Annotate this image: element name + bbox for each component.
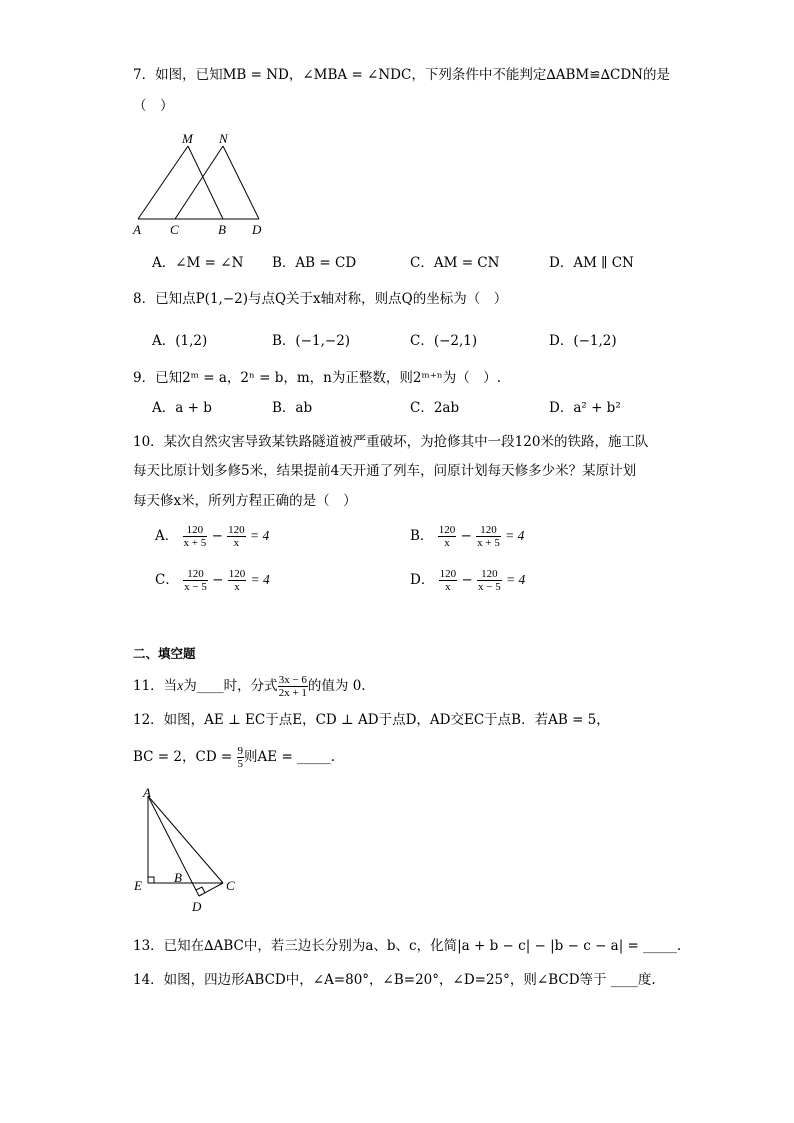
q12-line-DC xyxy=(199,883,223,896)
q12-label-C: C xyxy=(226,878,235,893)
q10-a-rhs: = 4 xyxy=(249,528,270,543)
q10-option-d-frac1 xyxy=(439,568,458,593)
q10-stem-line1: 10．某次自然灾害导致某铁路隧道被严重破坏，为抢修其中一段120米的铁路，施工队 xyxy=(133,434,649,450)
q7-line-CN xyxy=(175,146,223,219)
q10-option-b-label: B． xyxy=(410,528,434,544)
q7-label-N: N xyxy=(219,131,228,146)
q10-option-a-frac1 xyxy=(183,524,208,549)
q12-right-angle-E xyxy=(148,877,154,883)
q10-b-d1: x xyxy=(444,537,450,549)
q11-stem xyxy=(133,674,366,699)
q10-option-d: D． $\frac{120}{x}$ − $\frac{120}{x - 5}$ = 4 xyxy=(410,568,526,593)
q7-stem-line1: 7．如图，已知MB = ND，∠MBA = ∠NDC，下列条件中不能判定∆ABM≌∆CDN的是 xyxy=(133,67,670,83)
q10-option-a-label: A． xyxy=(155,528,179,544)
q10-option-a-frac2 xyxy=(227,524,246,549)
q10-option-b-frac2 xyxy=(476,524,501,549)
q7-line-ND xyxy=(223,146,259,219)
q9-option-a: A．a + b xyxy=(152,400,212,416)
q10-stem-line3: 每天修x米，所列方程正确的是（ ） xyxy=(133,493,357,509)
q7-line-AM xyxy=(138,146,188,219)
q10-option-b: B． $\frac{120}{x}$ − $\frac{120}{x + 5}$ = 4 xyxy=(410,524,525,549)
q10-d-n1: 120 xyxy=(439,568,457,580)
q10-option-c-frac2 xyxy=(228,568,247,593)
q12-label-E: E xyxy=(134,878,142,893)
q11-var: x xyxy=(177,678,184,693)
q7-option-a: A．∠M = ∠N xyxy=(152,255,244,271)
q10-a-d1: x + 5 xyxy=(183,537,207,549)
q7-label-C: C xyxy=(170,222,179,237)
q10-stem-line2: 每天比原计划多修5米，结果提前4天开通了列车，问原计划每天修多少米？某原计划 xyxy=(133,463,637,479)
section-title-fill-in: 二、填空题 xyxy=(133,646,196,661)
q10-c-d2: x xyxy=(234,581,240,593)
q10-c-n2: 120 xyxy=(228,568,246,580)
q7-label-D: D xyxy=(252,222,262,237)
q7-label-B: B xyxy=(218,222,226,237)
q11-frac-num: 3x − 6 xyxy=(278,674,307,686)
q9-option-b: B．ab xyxy=(272,400,313,416)
q12-fraction xyxy=(237,745,245,770)
q12-stem-line1: 12．如图，AE ⊥ EC于点E，CD ⊥ AD于点D，AD交EC于点B．若AB = 5， xyxy=(133,712,610,728)
q12-label-B: B xyxy=(174,870,182,885)
q10-c-d1: x − 5 xyxy=(184,581,207,593)
q11-fraction xyxy=(278,674,308,699)
q10-a-n1: 120 xyxy=(183,524,208,537)
q9-option-c: C．2ab xyxy=(410,400,460,416)
q11-frac-den: 2x + 1 xyxy=(278,687,307,699)
q9-stem: 9．已知2ᵐ = a，2ⁿ = b，m，n为正整数，则2ᵐ⁺ⁿ为（ ）. xyxy=(133,370,501,386)
q10-option-a: A． $\frac{120}{x + 5}$ − $\frac{120}{x}$ = 4 xyxy=(155,524,270,549)
q14-stem: 14．如图，四边形ABCD中，∠A=80°，∠B=20°，∠D=25°，则∠BCD等于 ____度. xyxy=(133,972,656,988)
q12-label-A: A xyxy=(143,786,151,800)
q11-pre: 11．当 xyxy=(133,678,178,694)
q10-option-d-label: D． xyxy=(410,572,435,588)
q12-line2-post: 则AE = _____. xyxy=(244,749,336,765)
q10-a-d2: x xyxy=(233,537,240,549)
q12-frac-den: 5 xyxy=(237,758,244,770)
q10-option-d-frac2 xyxy=(477,568,502,593)
q11-post: 的值为 0. xyxy=(307,678,366,694)
q12-label-D: D xyxy=(192,899,202,914)
q7-line-MB xyxy=(188,146,223,219)
q7-option-c: C．AM = CN xyxy=(410,255,500,271)
q10-b-d2: x + 5 xyxy=(477,537,500,549)
q10-a-n2: 120 xyxy=(228,524,245,536)
q10-d-n2: 120 xyxy=(477,568,502,581)
q7-label-M: M xyxy=(182,131,193,146)
q9-option-d: D．a² + b² xyxy=(549,400,621,416)
q12-line2-pre: BC = 2，CD = xyxy=(133,749,233,765)
q8-option-c: C．(−2,1) xyxy=(410,333,478,349)
q7-stem-line2: （ ） xyxy=(133,98,174,114)
q8-option-b: B．(−1,−2) xyxy=(272,333,351,349)
q7-label-A: A xyxy=(133,222,141,237)
q7-figure xyxy=(128,128,273,240)
q10-b-n1: 120 xyxy=(438,524,456,536)
q10-d-d1: x xyxy=(445,581,451,593)
q10-d-d2: x − 5 xyxy=(478,581,501,593)
q7-option-d: D．AM ∥ CN xyxy=(549,255,634,271)
q8-option-d: D．(−1,2) xyxy=(549,333,617,349)
q8-stem: 8．已知点P(1,−2)与点Q关于x轴对称，则点Q的坐标为（ ） xyxy=(133,291,508,307)
q12-stem-line2 xyxy=(133,745,335,770)
q8-option-a: A．(1,2) xyxy=(152,333,208,349)
q7-option-b: B．AB = CD xyxy=(272,255,357,271)
q10-c-n1: 120 xyxy=(183,568,208,581)
q10-b-rhs: = 4 xyxy=(505,528,525,543)
q12-figure xyxy=(128,786,248,918)
q10-option-c: C． $\frac{120}{x - 5}$ − $\frac{120}{x}$ = 4 xyxy=(155,568,270,593)
q10-option-c-frac1 xyxy=(183,568,208,593)
q10-d-rhs: = 4 xyxy=(506,572,526,587)
q12-frac-num: 9 xyxy=(237,745,244,757)
q13-stem: 13．已知在∆ABC中，若三边长分别为a、b、c，化简|a + b − c| − |b − c − a| = _____. xyxy=(133,938,682,954)
q10-c-rhs: = 4 xyxy=(250,572,270,587)
q10-option-b-frac1 xyxy=(438,524,457,549)
q10-option-c-label: C． xyxy=(155,572,179,588)
q10-b-n2: 120 xyxy=(476,524,501,537)
q11-mid: 为____时，分式 xyxy=(183,678,278,694)
